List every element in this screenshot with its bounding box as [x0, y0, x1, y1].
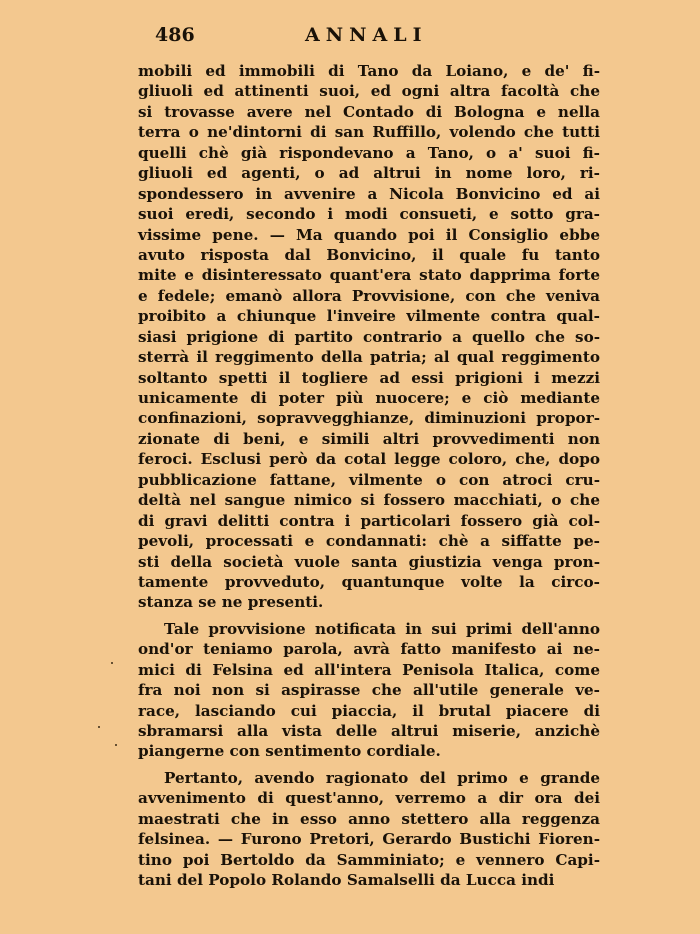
- text-line: mite e disinteressato quant'era stato dapprima forte: [138, 266, 600, 285]
- text-line: quelli chè già rispondevano a Tano, o a' suoi fi-: [138, 143, 600, 162]
- text-line: gliuoli ed agenti, o ad altrui in nome loro, ri-: [138, 164, 600, 183]
- text-line: tani del Popolo Rolando Samalselli da Lucca indi: [138, 871, 555, 890]
- text-line: proibito a chiunque l'inveire vilmente contra qual-: [138, 307, 600, 326]
- text-line: Pertanto, avendo ragionato del primo e grande: [164, 768, 600, 787]
- paragraph: [138, 768, 600, 891]
- text-line: Tale provvisione notificata in sui primi dell'anno: [164, 619, 600, 638]
- text-line: terra o ne'dintorni di san Ruffillo, volendo che tutti: [138, 123, 600, 142]
- text-line: soltanto spetti il togliere ad essi prigioni i mezzi: [138, 368, 600, 387]
- text-line: sti della società vuole santa giustizia venga pron-: [138, 552, 600, 571]
- text-line: avuto risposta dal Bonvicino, il quale fu tanto: [138, 245, 600, 264]
- ink-speck: [115, 744, 117, 746]
- text-line: fra noi non si aspirasse che all'utile generale ve-: [138, 681, 600, 700]
- paragraph: [138, 619, 600, 762]
- text-line: feroci. Esclusi però da cotal legge coloro, che, dopo: [138, 450, 600, 469]
- text-line: si trovasse avere nel Contado di Bologna e nella: [138, 102, 600, 121]
- text-line: tino poi Bertoldo da Samminiato; e vennero Capi-: [138, 850, 600, 869]
- text-line: pevoli, processati e condannati: chè a siffatte pe-: [138, 532, 600, 551]
- text-line: spondessero in avvenire a Nicola Bonvicino ed ai: [138, 184, 600, 203]
- text-line: sbramarsi alla vista delle altrui miserie, anzichè: [138, 722, 600, 740]
- text-line: siasi prigione di partito contrario a quello che so-: [138, 327, 600, 346]
- text-line: zionate di beni, e simili altri provvedimenti non: [138, 429, 600, 448]
- text-line: e fedele; emanò allora Provvisione, con che veniva: [138, 286, 600, 305]
- text-line: avvenimento di quest'anno, verremo a dir ora dei: [138, 789, 600, 808]
- text-line: gliuoli ed attinenti suoi, ed ogni altra facoltà che: [138, 82, 600, 101]
- text-line: mobili ed immobili di Tano da Loiano, e de' fi-: [138, 62, 600, 80]
- text-line: confinazioni, sopravvegghianze, diminuzioni propor-: [138, 409, 600, 428]
- text-line: pubblicazione fattane, vilmente o con atroci cru-: [138, 470, 600, 489]
- text-line: mici di Felsina ed all'intera Penisola Italica, come: [138, 660, 600, 679]
- text-line: race, lasciando cui piaccia, il brutal piacere di: [138, 701, 600, 720]
- text-line: ond'or teniamo parola, avrà fatto manifesto ai ne-: [138, 640, 600, 659]
- text-line: sterrà il reggimento della patria; al qual reggimento: [138, 348, 600, 367]
- body-text: [138, 61, 600, 891]
- text-line: di gravi delitti contra i particolari fossero già col-: [138, 511, 600, 530]
- text-line: unicamente di poter più nuocere; e ciò mediante: [138, 389, 600, 407]
- text-line: stanza se ne presenti.: [138, 593, 324, 612]
- ink-speck: [98, 726, 100, 728]
- text-line: tamente provveduto, quantunque volte la circo-: [138, 572, 600, 591]
- page-number: 486: [155, 24, 195, 46]
- text-line: vissime pene. — Ma quando poi il Consiglio ebbe: [138, 225, 600, 244]
- paragraph: [138, 61, 600, 613]
- text-line: piangerne con sentimento cordiale.: [138, 742, 441, 761]
- text-line: suoi eredi, secondo i modi consueti, e sotto gra-: [138, 205, 600, 224]
- text-line: deltà nel sangue nimico si fossero macchiati, o che: [138, 491, 600, 510]
- text-line: felsinea. — Furono Pretori, Gerardo Bustichi Fioren-: [138, 830, 600, 849]
- running-head: ANNALI: [305, 24, 428, 46]
- text-line: maestrati che in esso anno stettero alla reggenza: [138, 809, 600, 828]
- ink-speck: [111, 662, 113, 664]
